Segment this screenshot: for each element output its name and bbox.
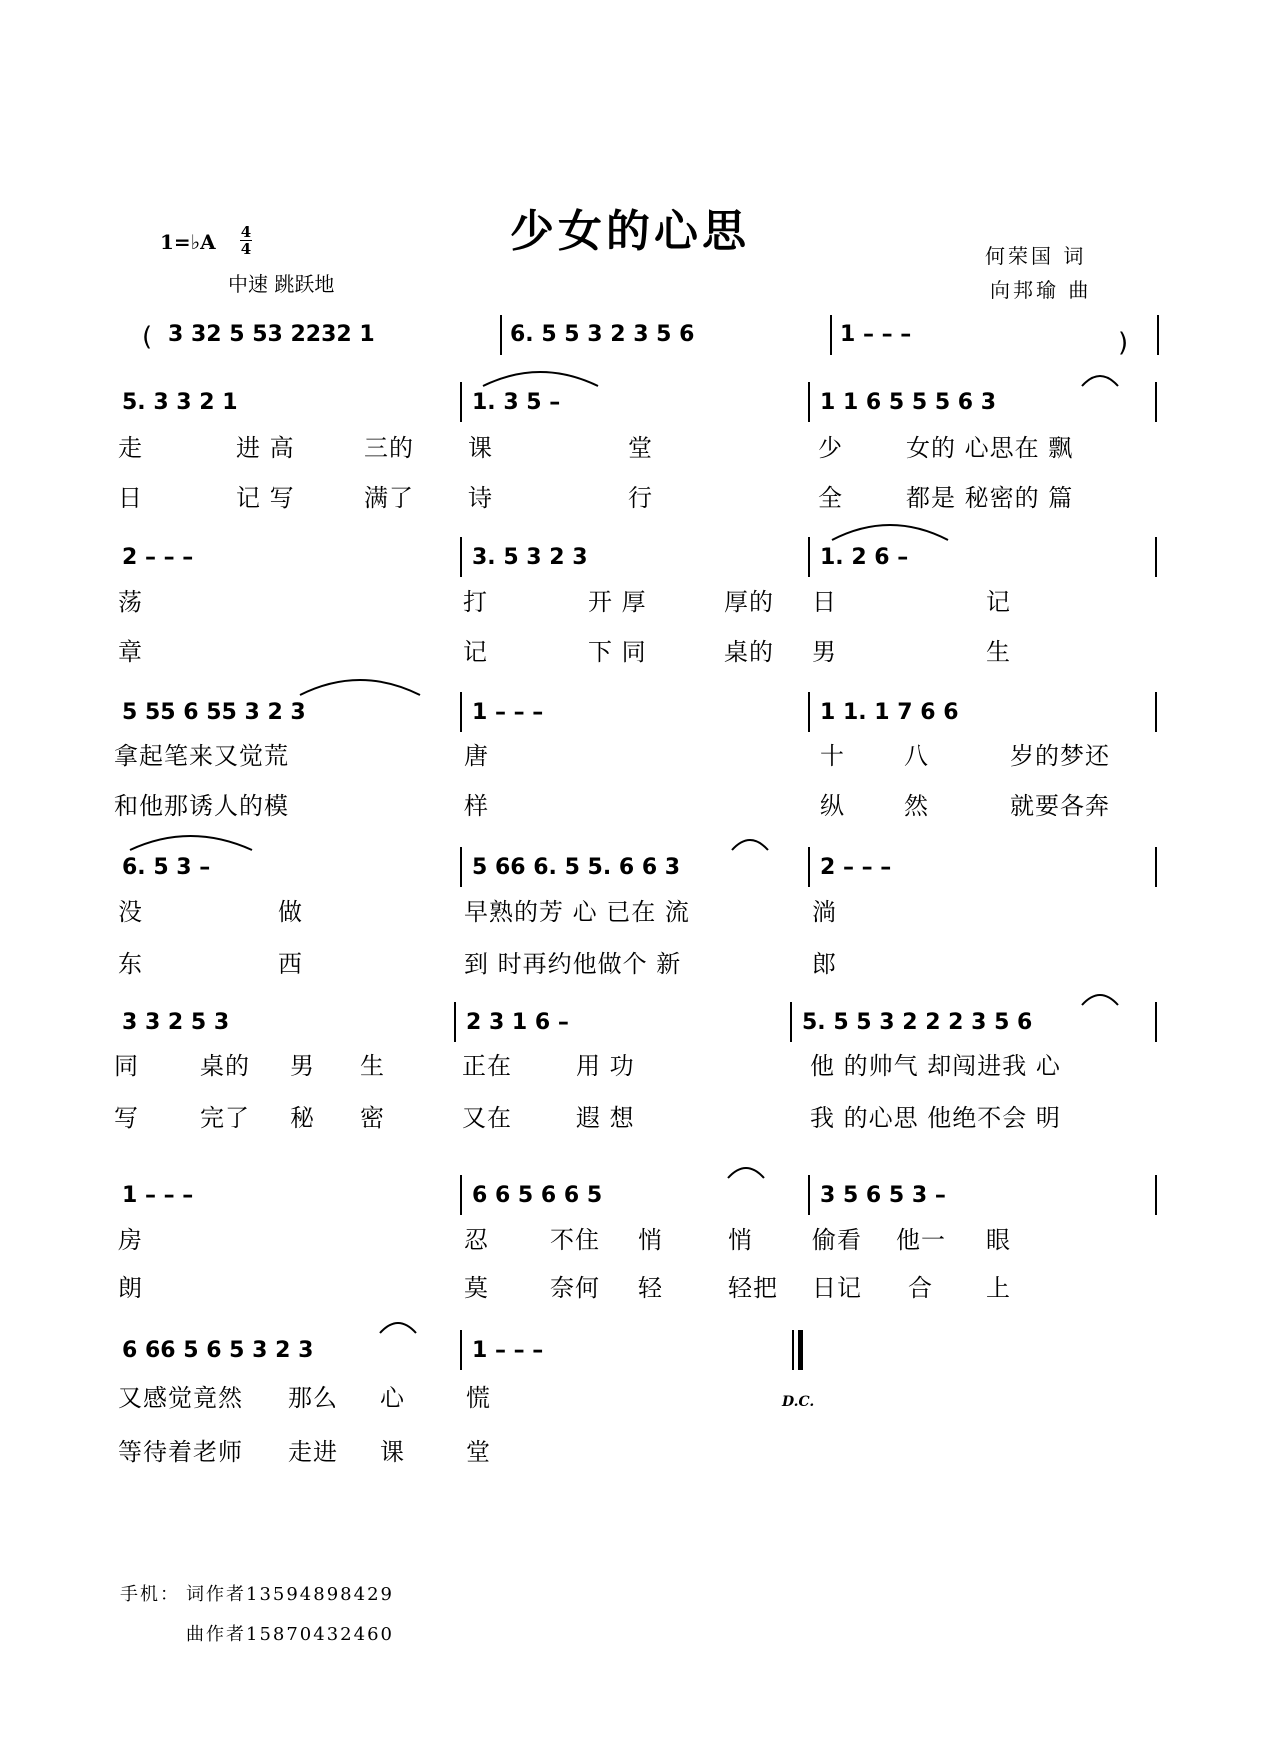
lyric: 然 <box>904 792 929 820</box>
slur-arc <box>1082 376 1118 386</box>
lyric: 忍 <box>464 1226 489 1254</box>
lyric: 生 <box>360 1052 385 1080</box>
lyric: 三的 <box>364 434 414 462</box>
lyric: 用 功 <box>576 1052 635 1080</box>
lyric: 满了 <box>364 484 414 512</box>
lyric: 开 厚 <box>588 588 647 616</box>
line2-measure-2: 3. 5 3 2 3 <box>472 545 588 570</box>
lyric: 行 <box>628 484 653 512</box>
slur-arc <box>728 1168 764 1178</box>
lyric: 遐 想 <box>576 1104 635 1132</box>
line6-measure-3: 3 5 6 5 3 – <box>820 1183 946 1208</box>
line3-measure-2: 1 – – – <box>472 700 544 725</box>
intro-open-paren: ( <box>142 322 153 352</box>
lyric: 女的 心思在 飘 <box>906 434 1074 462</box>
lyric: 桌的 <box>200 1052 250 1080</box>
lyric: 记 <box>986 588 1011 616</box>
lyric: 课 <box>468 434 493 462</box>
lyric: 拿起笔来又觉荒 <box>114 742 289 770</box>
lyric: 荡 <box>118 588 143 616</box>
slur-arc <box>732 840 768 850</box>
lyric: 早熟的芳 心 已在 流 <box>464 898 690 926</box>
lyric: 走 <box>118 434 143 462</box>
line4-measure-3: 2 – – – <box>820 855 892 880</box>
lyric: 他一 <box>896 1226 946 1254</box>
slur-arc <box>483 372 598 386</box>
line5-measure-2: 2 3 1 6 – <box>466 1010 569 1035</box>
slur-arc <box>832 525 948 540</box>
line7-measure-2: 1 – – – <box>472 1338 544 1363</box>
lyric: 样 <box>464 792 489 820</box>
lyric: 桌的 <box>724 638 774 666</box>
da-capo-marking: D.C. <box>782 1394 815 1410</box>
lyric: 我 的心思 他绝不会 明 <box>810 1104 1061 1132</box>
lyric: 下 同 <box>588 638 647 666</box>
composer-credit: 向邦瑜 曲 <box>990 278 1092 302</box>
line2-measure-1: 2 – – – <box>122 545 194 570</box>
lyric: 男 <box>290 1052 315 1080</box>
line2-measure-3: 1. 2 6 – <box>820 545 909 570</box>
lyric: 东 <box>118 950 143 978</box>
line7-measure-1: 6 66 5 6 5 3 2 3 <box>122 1338 314 1363</box>
slur-arc <box>130 836 252 850</box>
line4-measure-2: 5 66 6. 5 5. 6 6 3 <box>472 855 681 880</box>
lyric: 轻把 <box>728 1274 778 1302</box>
lyric: 正在 <box>462 1052 512 1080</box>
lyric: 都是 秘密的 篇 <box>906 484 1074 512</box>
lyric: 日记 <box>812 1274 862 1302</box>
lyric: 就要各奔 <box>1010 792 1110 820</box>
lyric: 生 <box>986 638 1011 666</box>
line3-measure-3: 1 1. 1 7 6 6 <box>820 700 959 725</box>
lyric: 和他那诱人的模 <box>114 792 289 820</box>
lyric: 全 <box>818 484 843 512</box>
lyricist-credit: 何荣国 词 <box>985 244 1087 268</box>
lyric: 完了 <box>200 1104 250 1132</box>
lyric: 心 <box>380 1384 405 1412</box>
lyric: 又在 <box>462 1104 512 1132</box>
lyric: 那么 <box>288 1384 338 1412</box>
line5-measure-1: 3 3 2 5 3 <box>122 1010 230 1035</box>
line6-measure-2: 6 6 5 6 6 5 <box>472 1183 603 1208</box>
slur-arc <box>1082 995 1118 1005</box>
key-signature: 1=♭A <box>160 230 216 254</box>
lyric: 他 的帅气 却闯进我 心 <box>810 1052 1061 1080</box>
lyric: 堂 <box>466 1438 491 1466</box>
lyric: 男 <box>812 638 837 666</box>
lyric: 写 <box>114 1104 139 1132</box>
lyric: 奈何 <box>550 1274 600 1302</box>
intro-close-paren: ) <box>1118 328 1129 358</box>
lyricist-phone: 词作者13594898429 <box>186 1584 394 1605</box>
line1-measure-3: 1 1 6 5 5 5 6 3 <box>820 390 997 415</box>
line6-measure-1: 1 – – – <box>122 1183 194 1208</box>
line1-measure-2: 1. 3 5 – <box>472 390 561 415</box>
intro-measure-1: 3 32 5 53 2232 1 <box>168 322 375 347</box>
lyric: 上 <box>986 1274 1011 1302</box>
lyric: 章 <box>118 638 143 666</box>
lyric: 唐 <box>464 742 489 770</box>
lyric: 记 <box>463 638 488 666</box>
slur-arc <box>300 680 420 695</box>
time-signature-bottom: 4 <box>240 240 252 258</box>
lyric: 房 <box>118 1226 143 1254</box>
lyric: 悄 <box>638 1226 663 1254</box>
lyric: 合 <box>908 1274 933 1302</box>
lyric: 没 <box>118 898 143 926</box>
lyric: 轻 <box>638 1274 663 1302</box>
slur-arc <box>380 1323 416 1333</box>
lyric: 不住 <box>550 1226 600 1254</box>
tempo-marking: 中速 跳跃地 <box>228 272 335 296</box>
lyric: 少 <box>818 434 843 462</box>
lyric: 西 <box>278 950 303 978</box>
lyric: 做 <box>278 898 303 926</box>
lyric: 十 <box>820 742 845 770</box>
line3-measure-1: 5 55 6 55 3 2 3 <box>122 700 306 725</box>
intro-measure-2: 6. 5 5 3 2 3 5 6 <box>510 322 695 347</box>
lyric: 日 <box>812 588 837 616</box>
lyric: 莫 <box>464 1274 489 1302</box>
lyric: 岁的梦还 <box>1010 742 1110 770</box>
lyric: 悄 <box>728 1226 753 1254</box>
lyric: 走进 <box>288 1438 338 1466</box>
lyric: 朗 <box>118 1274 143 1302</box>
lyric: 同 <box>114 1052 139 1080</box>
lyric: 纵 <box>820 792 845 820</box>
line5-measure-3: 5. 5 5 3 2 2 2 3 5 6 <box>802 1010 1033 1035</box>
lyric: 偷看 <box>812 1226 862 1254</box>
lyric: 眼 <box>986 1226 1011 1254</box>
song-title: 少女的心思 <box>510 206 750 257</box>
lyric: 密 <box>360 1104 385 1132</box>
lyric: 八 <box>904 742 929 770</box>
lyric: 诗 <box>468 484 493 512</box>
lyric: 厚的 <box>724 588 774 616</box>
lyric: 淌 <box>812 898 837 926</box>
phone-label: 手机： <box>120 1584 180 1605</box>
lyric: 到 时再约他做个 新 <box>464 950 682 978</box>
lyric: 堂 <box>628 434 653 462</box>
lyric: 郎 <box>812 950 837 978</box>
lyric: 打 <box>463 588 488 616</box>
line1-measure-1: 5. 3 3 2 1 <box>122 390 238 415</box>
lyric: 课 <box>380 1438 405 1466</box>
lyric: 等待着老师 <box>118 1438 243 1466</box>
intro-measure-3: 1 – – – <box>840 322 912 347</box>
time-signature-top: 4 <box>240 223 252 241</box>
lyric: 又感觉竟然 <box>118 1384 243 1412</box>
lyric: 秘 <box>290 1104 315 1132</box>
lyric: 进 高 <box>236 434 295 462</box>
line4-measure-1: 6. 5 3 – <box>122 855 211 880</box>
composer-phone: 曲作者15870432460 <box>186 1624 394 1645</box>
lyric: 日 <box>118 484 143 512</box>
lyric: 慌 <box>466 1384 491 1412</box>
lyric: 记 写 <box>236 484 295 512</box>
